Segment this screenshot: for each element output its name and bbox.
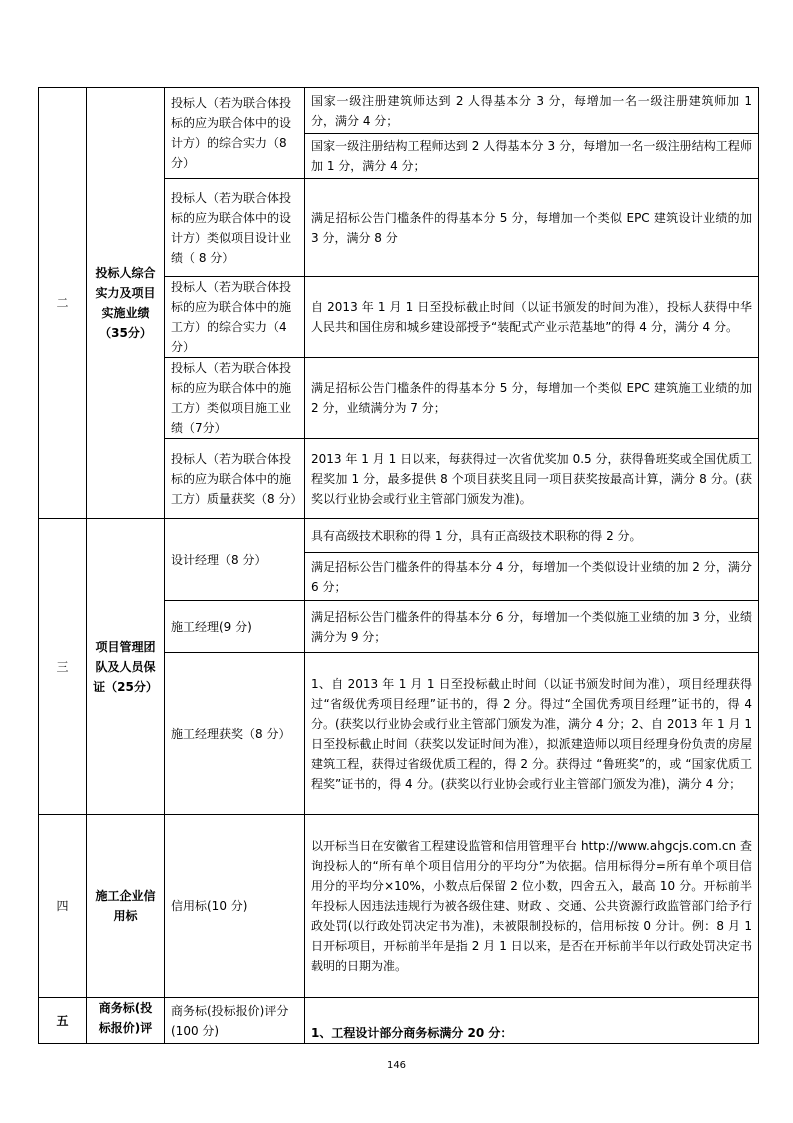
item-label: 投标人（若为联合体投标的应为联合体中的设计方）类似项目设计业绩（ 8 分）: [165, 179, 305, 277]
section-number: 三: [39, 519, 87, 815]
item-label: 投标人（若为联合体投标的应为联合体中的施工方）质量获奖（8 分）: [165, 439, 305, 519]
item-criteria: 满足招标公告门槛条件的得基本分 5 分，每增加一个类似 EPC 建筑施工业绩的加 2 分，业绩满分为 7 分；: [305, 358, 759, 439]
section-category: 商务标(投标报价)评: [87, 998, 165, 1044]
scoring-table: [38, 87, 759, 1044]
item-label: 施工经理获奖（8 分）: [165, 653, 305, 815]
item-criteria: 满足招标公告门槛条件的得基本分 4 分，每增加一个类似设计业绩的加 2 分，满分 6 分；: [305, 553, 759, 601]
item-criteria: 满足招标公告门槛条件的得基本分 6 分，每增加一个类似施工业绩的加 3 分，业绩满分为 9 分；: [305, 601, 759, 653]
item-criteria: 自 2013 年 1 月 1 日至投标截止时间（以证书颁发的时间为准），投标人获得中华人民共和国住房和城乡建设部授予“装配式产业示范基地”的得 4 分，满分 4 分。: [305, 277, 759, 358]
item-label: 投标人（若为联合体投标的应为联合体中的设计方）的综合实力（8分）: [165, 88, 305, 179]
page-number: 146: [386, 1060, 407, 1071]
item-criteria: 满足招标公告门槛条件的得基本分 5 分，每增加一个类似 EPC 建筑设计业绩的加 3 分，满分 8 分: [305, 179, 759, 277]
item-criteria: 2013 年 1 月 1 日以来，每获得过一次省优奖加 0.5 分，获得鲁班奖或全国优质工程奖加 1 分，最多提供 8 个项目获奖且同一项目获奖按最高计算，满分 8 分。(获奖以行业协会或行业主管部门颁发为准)。: [305, 439, 759, 519]
item-label: 设计经理（8 分）: [165, 519, 305, 601]
item-criteria: 1、自 2013 年 1 月 1 日至投标截止时间（以证书颁发时间为准），项目经理获得过“省级优秀项目经理”证书的，得 2 分。得过“全国优秀项目经理”证书的，得 4 分。(获奖以行业协会或行业主管部门颁发为准，满分 4 分；2、自 2013 年 1 月 1 日至投标截止时间（获奖以发证时间为准），拟派建造师以项目经理身份负责的房屋建筑工程，获得过省级优质工程的，得 2 分。获得过 “鲁班奖”的，或 “国家优质工程奖”证书的，得 4 分。(获奖以行业协会或行业主管部门颁发为准)，满分 4 分；: [305, 653, 759, 815]
section-number: 五: [39, 998, 87, 1044]
section-number: 四: [39, 815, 87, 998]
item-criteria: 国家一级注册结构工程师达到 2 人得基本分 3 分，每增加一名一级注册结构工程师加 1 分，满分 4 分；: [305, 134, 759, 179]
item-label: 信用标(10 分): [165, 815, 305, 998]
item-label: 投标人（若为联合体投标的应为联合体中的施工方）类似项目施工业绩（7分）: [165, 358, 305, 439]
section-category: 施工企业信用标: [87, 815, 165, 998]
item-label: 施工经理(9 分): [165, 601, 305, 653]
item-criteria: 具有高级技术职称的得 1 分，具有正高级技术职称的得 2 分。: [305, 519, 759, 553]
item-label: 投标人（若为联合体投标的应为联合体中的施工方）的综合实力（4分）: [165, 277, 305, 358]
section-category: 项目管理团队及人员保证（25分）: [87, 519, 165, 815]
item-criteria: 以开标当日在安徽省工程建设监管和信用管理平台 http://www.ahgcjs.com.cn 查询投标人的“所有单个项目信用分的平均分”为依据。信用标得分=所有单个项目信用分的平均分×10%，小数点后保留 2 位小数，四舍五入，最高 10 分。开标前半年投标人因违法违规行为被各级住建、财政 、交通、公共资源行政监管部门给予行政处罚(以行政处罚决定书为准)，未被限制投标的，信用标按 0 分计。例：8 月 1 日开标项目，开标前半年是指 2 月 1 日以来，是否在开标前半年以行政处罚决定书载明的日期为准。: [305, 815, 759, 998]
section-category: 投标人综合实力及项目实施业绩（35分）: [87, 88, 165, 519]
item-criteria: 1、工程设计部分商务标满分 20 分：: [305, 998, 759, 1044]
item-criteria: 国家一级注册建筑师达到 2 人得基本分 3 分，每增加一名一级注册建筑师加 1 分，满分 4 分；: [305, 88, 759, 134]
item-label: 商务标(投标报价)评分(100 分): [165, 998, 305, 1044]
section-number: 二: [39, 88, 87, 519]
